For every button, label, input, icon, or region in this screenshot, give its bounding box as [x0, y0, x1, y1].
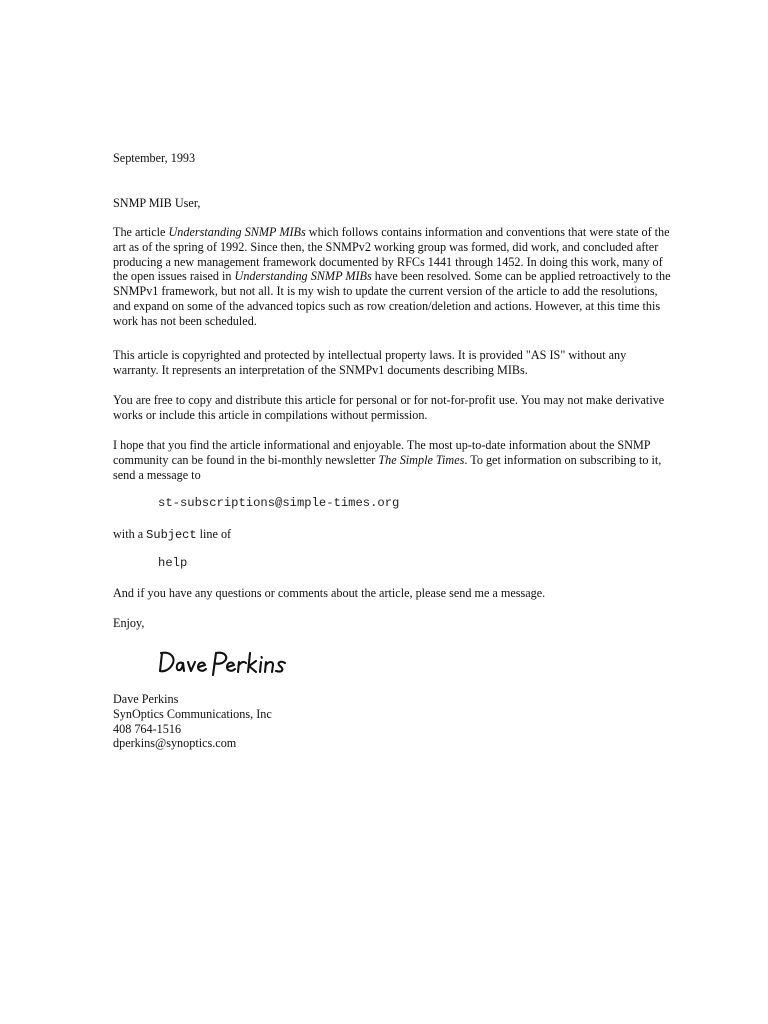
handwritten-signature [158, 645, 298, 679]
article-title-2: Understanding SNMP MIBs [234, 269, 372, 284]
letter-date: September, 1993 [113, 151, 196, 165]
p4-text-1: I hope that you find the article informational and enjoyable. The most up-to-date information about the SNMP community can be found in the bi-monthly newsletter [113, 438, 651, 467]
paragraph-copyright: This article is copyrighted and protected by intellectual property laws. It is provided "AS IS" without any warranty. It represents an interpretation of the SNMPv1 documents describing MIBs. [113, 348, 627, 377]
paragraph-permissions: You are free to copy and distribute this article for personal or for not-for-profit use. You may not make derivative works or include this article in compilations without permission. [113, 393, 665, 422]
p4-text-2: . To get information on subscribing to it, send a message to [113, 452, 662, 482]
subject-suffix: line of [196, 527, 232, 541]
subject-prefix: with a [113, 527, 147, 541]
sender-company: SynOptics Communications, Inc [113, 706, 272, 721]
subject-instruction [113, 527, 673, 543]
sender-phone: 408 764-1516 [113, 721, 182, 736]
sender-block [113, 692, 673, 751]
closing-question: And if you have any questions or comments about the article, please send me a message. [113, 586, 546, 600]
newsletter-title: The Simple Times [378, 452, 465, 467]
subscription-email: st-subscriptions@simple-times.org [158, 496, 400, 510]
p1-text-1: The article [113, 225, 169, 239]
subject-keyword: Subject [146, 528, 197, 542]
sender-email: dperkins@synoptics.com [113, 736, 237, 751]
paragraph-newsletter [113, 438, 673, 482]
paragraph-intro [113, 225, 673, 329]
help-command: help [158, 556, 188, 570]
salutation: SNMP MIB User, [113, 196, 201, 210]
sender-name: Dave Perkins [113, 692, 179, 706]
p1-text-3: have been resolved. Some can be applied retroactively to the SNMPv1 framework, but not all. It is my wish to update the current version of the article to add the resolutions, and expand on some of the advanced topics such as row creation/deletion and actions. However, at this time this work has not been scheduled. [113, 269, 671, 328]
closing-enjoy: Enjoy, [113, 616, 145, 630]
p1-text-2: which follows contains information and conventions that were state of the art as of the spring of 1992. Since then, the SNMPv2 working group was formed, did work, and concluded after producing a new management framework documented by RFCs 1441 through 1452. In doing this work, many of the open issues raised in [113, 225, 670, 284]
article-title-1: Understanding SNMP MIBs [168, 225, 306, 239]
